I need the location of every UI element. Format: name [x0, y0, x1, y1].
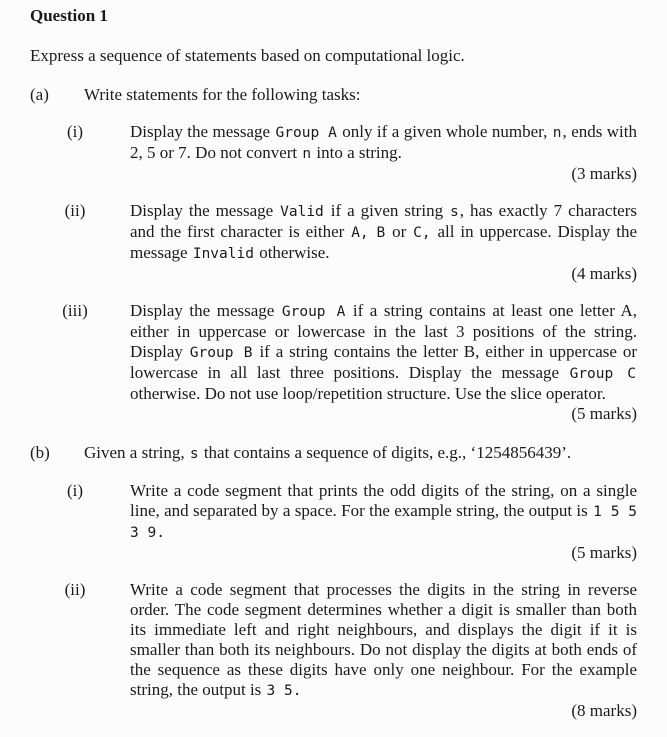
question-part [30, 85, 637, 424]
code-text-run: 1 5 5 3 9. [130, 504, 637, 541]
part-intro-text [84, 85, 637, 105]
text-run: only if a given whole number, [337, 122, 552, 141]
marks-label: (3 marks) [571, 164, 637, 183]
text-run: Display the message [130, 301, 281, 320]
item-text [130, 580, 637, 701]
part-label: (b) [30, 443, 50, 462]
item-label: (iii) [62, 301, 88, 320]
code-text-run: B [376, 225, 386, 241]
code-text-run: Valid [280, 204, 324, 220]
item-label: (i) [66, 122, 84, 141]
code-text-run: s [189, 446, 199, 462]
text-run: , ends with 2, 5 or 7. Do not convert [130, 122, 638, 162]
marks-label: (5 marks) [571, 543, 637, 562]
code-text-run: A, [351, 225, 369, 241]
text-run: otherwise. Do not use loop/repetition structure. Use the slice operator. [130, 384, 606, 403]
text-run: if a string contains at least one letter A, either in uppercase or lowercase in the last 3 positions of the string. Display [130, 301, 637, 361]
text-run [370, 222, 376, 241]
marks-label: (5 marks) [571, 404, 637, 423]
text-run: Display the message [130, 201, 280, 220]
part-heading [30, 85, 637, 105]
text-run: Write a code segment that processes the digits in the string in reverse order. The code segment determines whether a digit is smaller than both its immediate left and right neighbours, and displays the digit if it is smaller than both its neighbours. Do not display the digits at both ends of the sequence as these digits have only one neighbour. For the example string, the output is [130, 580, 637, 699]
text-run: if a given string [324, 201, 450, 220]
item-text [130, 122, 637, 164]
question-intro: Express a sequence of statements based on computational logic. [30, 46, 465, 65]
question-title: Question 1 [30, 6, 108, 25]
item-body [130, 481, 637, 563]
code-text-run: Group A [275, 125, 337, 141]
code-text-run: s [450, 204, 459, 220]
question-item [53, 481, 637, 563]
text-run: Write statements for the following tasks: [84, 85, 361, 104]
item-label: (i) [66, 481, 84, 500]
marks-label: (4 marks) [571, 264, 637, 283]
text-run: otherwise. [254, 243, 330, 262]
item-text [130, 201, 637, 264]
code-text-run: 3 5. [266, 683, 302, 699]
code-text-run: C, [413, 225, 431, 241]
question-item [53, 122, 637, 184]
text-run: Given a string, [84, 443, 189, 462]
code-text-run: Group B [189, 345, 253, 361]
code-text-run: Group A [281, 304, 346, 320]
text-run: all in uppercase. Display the message [130, 222, 638, 262]
item-body [130, 580, 637, 721]
item-body [130, 301, 637, 424]
item-text [130, 301, 637, 404]
text-run: Display the message [130, 122, 275, 141]
code-text-run: n [302, 146, 312, 162]
part-items [30, 481, 637, 721]
item-text [130, 481, 637, 543]
code-text-run: Invalid [192, 246, 254, 262]
question-item [53, 301, 637, 424]
text-run: into a string. [312, 143, 402, 162]
text-run: or [386, 222, 413, 241]
item-body [130, 201, 637, 284]
code-text-run: Group C [569, 366, 637, 382]
code-text-run: n [552, 125, 562, 141]
part-items [30, 122, 637, 424]
text-run: , has exactly 7 characters and the first character is either [130, 201, 637, 241]
text-run: if a string contains the letter B, either in uppercase or lowercase in all last three positions. Display the message [130, 342, 637, 382]
part-heading [30, 443, 637, 464]
question-part [30, 443, 637, 721]
question-item [53, 201, 637, 284]
part-intro-text [84, 443, 637, 464]
text-run: Write a code segment that prints the odd digits of the string, on a single line, and separated by a space. For the example string, the output is [130, 481, 637, 520]
text-run: that contains a sequence of digits, e.g., ‘1254856439’. [199, 443, 572, 462]
question-parts [30, 85, 637, 721]
item-label: (ii) [64, 201, 86, 220]
part-label: (a) [30, 85, 49, 104]
marks-label: (8 marks) [571, 701, 637, 720]
item-body [130, 122, 637, 184]
question-item [53, 580, 637, 721]
item-label: (ii) [64, 580, 86, 599]
